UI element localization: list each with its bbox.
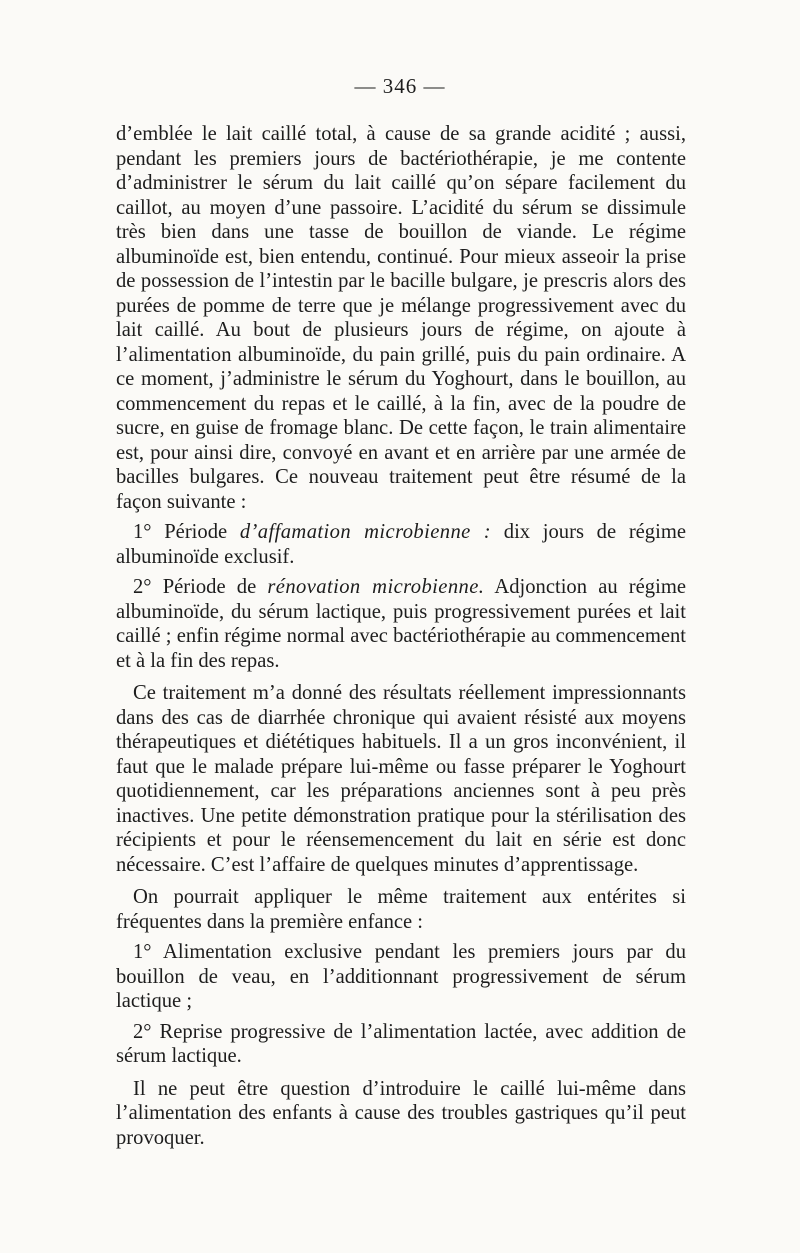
paragraph-4: Il ne peut être question d’introduire le caillé lui-même dans l’alimentation des enfants à cause des troubles gastriques qu’il peut provoquer. <box>116 1077 686 1149</box>
list-item-2-italic: rénovation microbienne. <box>267 576 485 598</box>
list-item-1-text: dix jours de régime albuminoïde exclusif. <box>116 521 686 568</box>
body-text <box>116 122 686 1150</box>
paragraph-3: On pourrait appliquer le même traitement aux entérites si fréquentes dans la première enfance : <box>116 886 686 933</box>
list-item-1-number: 1° Période <box>133 521 228 543</box>
page-number: — 346 — <box>354 74 446 98</box>
list-item-2-number: 2° Période de <box>133 576 257 598</box>
list-item-1 <box>116 520 686 569</box>
list-item-2 <box>116 575 686 673</box>
paragraph-1: d’emblée le lait caillé total, à cause de sa grande acidité ; aussi, pendant les premiers jours de bactériothérapie, je me contente d’administrer le sérum du lait caillé qu’on sépare facilement du caillot, au moyen d’une passoire. L’acidité du sérum se dissimule très bien dans une tasse de bouillon de viande. Le régime albuminoïde est, bien entendu, continué. Pour mieux asseoir la prise de possession de l’intestin par le bacille bulgare, je prescris alors des purées de pomme de terre que je mélange progressivement avec du lait caillé. Au bout de plusieurs jours de régime, on ajoute à l’alimentation albuminoïde, du pain grillé, puis du pain ordinaire. A ce moment, j’administre le sérum du Yoghourt, dans le bouillon, au commencement du repas et le caillé, à la fin, avec de la poudre de sucre, en guise de fromage blanc. De cette façon, le train alimentaire est, pour ainsi dire, convoyé en avant et en arrière par une armée de bacilles bulgares. Ce nouveau traitement peut être résumé de la façon suivante : <box>116 123 686 513</box>
list-item-2-text: Adjonction au régime albuminoïde, du sérum lactique, puis progressivement purées et lait caillé ; enfin régime normal avec bactériothérapie au commencement et à la fin des repas. <box>116 576 686 672</box>
list-item-1-italic: d’affamation microbienne : <box>239 521 492 543</box>
list-item-3: 1° Alimentation exclusive pendant les premiers jours par du bouillon de veau, en l’additionnant progressivement de sérum lactique ; <box>116 941 686 1012</box>
paragraph-2: Ce traitement m’a donné des résultats réellement impressionnants dans des cas de diarrhée chronique qui avaient résisté aux moyens thérapeutiques et diététiques habituels. Il a un gros inconvénient, il faut que le malade prépare lui-même ou fasse préparer le Yoghourt quotidiennement, car les préparations anciennes sont à peu près inactives. Une petite démonstration pratique pour la stérilisation des récipients et pour le réensemencement du lait en série est donc nécessaire. C’est l’affaire de quelques minutes d’apprentissage. <box>116 682 686 876</box>
list-item-4: 2° Reprise progressive de l’alimentation lactée, avec addition de sérum lactique. <box>116 1020 686 1067</box>
